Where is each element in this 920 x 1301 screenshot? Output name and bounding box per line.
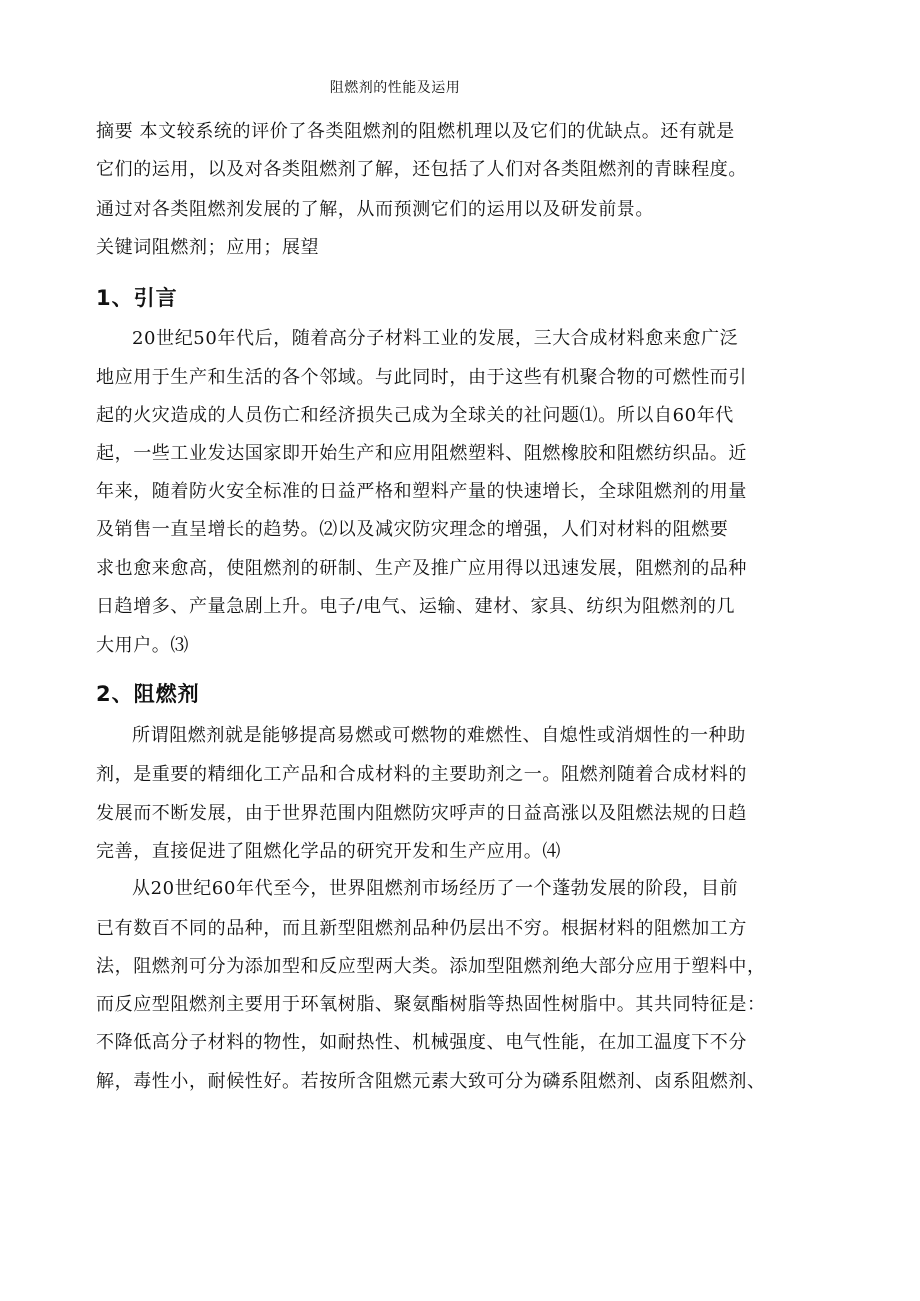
paragraph-line: 而反应型阻燃剂主要用于环氧树脂、聚氨酯树脂等热固性树脂中。其共同特征是： bbox=[96, 994, 766, 1015]
document-title: 阻燃剂的性能及运用 bbox=[329, 80, 461, 96]
abstract-line: 它们的运用，以及对各类阻燃剂了解，还包括了人们对各类阻燃剂的青睐程度。 bbox=[96, 159, 747, 180]
paragraph-line: 起，一些工业发达国家即开始生产和应用阻燃塑料、阻燃橡胶和阻燃纺织品。近 bbox=[96, 443, 747, 464]
paragraph-line: 及销售一直呈增长的趋势。⑵以及减灾防灾理念的增强，人们对材料的阻燃要 bbox=[96, 519, 729, 540]
paragraph-line: 地应用于生产和生活的各个邻域。与此同时，由于这些有机聚合物的可燃性而引 bbox=[96, 367, 747, 388]
paragraph-line: 求也愈来愈高，使阻燃剂的研制、生产及推广应用得以迅速发展，阻燃剂的品种 bbox=[96, 558, 747, 579]
paragraph-line: 大用户。⑶ bbox=[96, 635, 189, 656]
paragraph-line: 解，毒性小，耐候性好。若按所含阻燃元素大致可分为磷系阻燃剂、卤系阻燃剂、 bbox=[96, 1071, 766, 1092]
paragraph-line: 20世纪50年代后，随着高分子材料工业的发展，三大合成材料愈来愈广泛 bbox=[132, 328, 739, 349]
paragraph-line: 所谓阻燃剂就是能够提高易燃或可燃物的难燃性、自熄性或消烟性的一种助 bbox=[132, 725, 746, 746]
paragraph-line: 已有数百不同的品种，而且新型阻燃剂品种仍层出不穷。根据材料的阻燃加工方 bbox=[96, 918, 747, 939]
paragraph-line: 剂，是重要的精细化工产品和合成材料的主要助剂之一。阻燃剂随着合成材料的 bbox=[96, 764, 747, 785]
paragraph-line: 法，阻燃剂可分为添加型和反应型两大类。添加型阻燃剂绝大部分应用于塑料中， bbox=[96, 956, 766, 977]
abstract-line: 通过对各类阻燃剂发展的了解，从而预测它们的运用以及研发前景。 bbox=[96, 199, 654, 220]
abstract-line: 摘要 本文较系统的评价了各类阻燃剂的阻燃机理以及它们的优缺点。还有就是 bbox=[96, 121, 735, 142]
paragraph-line: 发展而不断发展，由于世界范围内阻燃防灾呼声的日益高涨以及阻燃法规的日趋 bbox=[96, 803, 747, 824]
paragraph-line: 年来，随着防火安全标准的日益严格和塑料产量的快速增长，全球阻燃剂的用量 bbox=[96, 481, 747, 502]
paragraph-line: 起的火灾造成的人员伤亡和经济损失己成为全球关的社问题⑴。所以自60年代 bbox=[96, 405, 734, 426]
keywords-line: 关键词阻燃剂；应用；展望 bbox=[96, 237, 320, 258]
paragraph-line: 从20世纪60年代至今，世界阻燃剂市场经历了一个蓬勃发展的阶段，目前 bbox=[132, 878, 739, 899]
paragraph-line: 日趋增多、产量急剧上升。电子/电气、运输、建材、家具、纺织为阻燃剂的几 bbox=[96, 596, 736, 617]
paragraph-line: 不降低高分子材料的物性，如耐热性、机械强度、电气性能，在加工温度下不分 bbox=[96, 1032, 747, 1053]
paragraph-line: 完善，直接促进了阻燃化学品的研究开发和生产应用。⑷ bbox=[96, 841, 561, 862]
section-heading-flame-retardants: 2、阻燃剂 bbox=[96, 682, 200, 706]
section-heading-introduction: 1、引言 bbox=[96, 286, 178, 310]
